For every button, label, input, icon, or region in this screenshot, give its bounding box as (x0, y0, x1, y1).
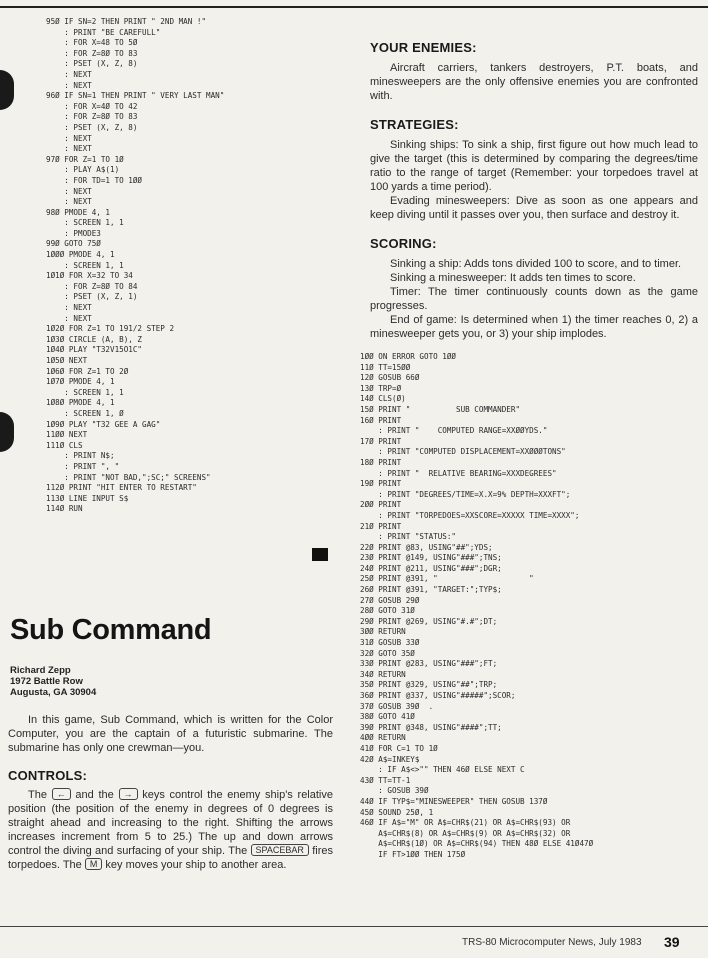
footer-rule (0, 926, 708, 927)
enemies-heading: YOUR ENEMIES: (370, 40, 477, 55)
strategies-paragraph: Sinking ships: To sink a ship, first figure out how much lead to give the target (this is determined by comparing the degrees/time ratio to the range of target (Remember: your torpedoes travel at 100 yards a time period). (370, 139, 698, 193)
article-title: Sub Command (10, 614, 212, 646)
controls-text: The (28, 789, 47, 801)
right-arrow-key-icon: → (119, 788, 138, 800)
scoring-paragraph: Sinking a ship: Adds tons divided 100 to score, and to timer. (390, 258, 682, 270)
author-city: Augusta, GA 30904 (10, 687, 97, 698)
controls-text: fires torpedoes. The (8, 845, 333, 871)
strategies-paragraph: Evading minesweepers: Dive as soon as one appears and keep diving until it passes over you, then surface and destroy it. (370, 195, 698, 221)
left-arrow-key-icon: ← (52, 788, 71, 800)
right-column-text (370, 40, 698, 341)
page-number: 39 (664, 934, 680, 950)
byline (10, 665, 96, 698)
scoring-heading: SCORING: (370, 236, 437, 251)
controls-text: and the (75, 789, 114, 801)
binder-hole (0, 70, 14, 110)
publication-footer: TRS-80 Microcomputer News, July 1983 (462, 937, 642, 948)
scoring-paragraph: End of game: Is determined when 1) the timer reaches 0, 2) a minesweeper gets you, or 3) your ship implodes. (370, 314, 698, 340)
enemies-text: Aircraft carriers, tankers destroyers, P.T. boats, and minesweepers are the only offensive enemies you are confronted with. (370, 62, 698, 102)
binder-hole (0, 412, 14, 452)
basic-code-listing-right: 1ØØ ON ERROR GOTO 1ØØ 11Ø TT=15ØØ 12Ø GOSUB 66Ø 13Ø TRP=Ø 14Ø CLS(Ø) 15Ø PRINT " SUB COMMANDER" 16Ø PRINT : PRINT " COMPUTED RANGE=XXØØYDS." 17Ø PRINT : PRINT "COMPUTED DISPLACEMENT=XXØØØTONS" 18Ø PRINT : PRINT " RELATIVE BEARING=XXXDEGREES" 19Ø PRINT : PRINT "DEGREES/TIME=X.X=9% DEPTH=XXXFT"; 2ØØ PRINT : PRINT "TORPEDOES=XXSCORE=XXXXX TIME=XXXX"; 21Ø PRINT : PRINT "STATUS:" 22Ø PRINT @83, USING"##";YDS; 23Ø PRINT @149, USING"###";TNS; 24Ø PRINT @211, USING"###";DGR; 25Ø PRINT @391, " " 26Ø PRINT @391, "TARGET:";TYP$; 27Ø GOSUB 29Ø 28Ø GOTO 31Ø 29Ø PRINT @269, USING"#.#";DT; 3ØØ RETURN 31Ø GOSUB 33Ø 32Ø GOTO 35Ø 33Ø PRINT @283, USING"###";FT; 34Ø RETURN 35Ø PRINT @329, USING"##";TRP; 36Ø PRINT @337, USING"#####";SCOR; 37Ø GOSUB 39Ø . 38Ø GOTO 41Ø 39Ø PRINT @348, USING"####";TT; 4ØØ RETURN 41Ø FOR C=1 TO 1Ø 42Ø A$=INKEY$ : IF A$<>"" THEN 46Ø ELSE NEXT C 43Ø TT=TT-1 : GOSUB 39Ø 44Ø IF TYP$="MINESWEEPER" THEN GOSUB 137Ø 45Ø SOUND 25Ø, 1 46Ø IF A$="M" OR A$=CHR$(21) OR A$=CHR$(93) OR A$=CHR$(8) OR A$=CHR$(9) OR A$=CHR$(32) OR A$=CHR$(1Ø) OR A$=CHR$(94) THEN 48Ø ELSE 41Ø47Ø IF FT>1ØØ THEN 175Ø (360, 352, 594, 859)
author-name: Richard Zepp (10, 665, 71, 676)
m-key-icon: M (85, 858, 103, 870)
spacebar-key-icon: SPACEBAR (251, 844, 309, 856)
top-rule (0, 6, 708, 8)
intro-paragraph: In this game, Sub Command, which is written for the Color Computer, you are the captain of a futuristic submarine. The submarine has only one crewman—you. (8, 714, 333, 754)
controls-heading: CONTROLS: (8, 768, 88, 783)
end-of-listing-mark (312, 548, 328, 561)
basic-code-listing-left: 95Ø IF SN=2 THEN PRINT " 2ND MAN !" : PRINT "BE CAREFULL" : FOR X=48 TO 5Ø : FOR Z=8Ø TO 83 : PSET (X, Z, 8) : NEXT : NEXT 96Ø IF SN=1 THEN PRINT " VERY LAST MAN" : FOR X=4Ø TO 42 : FOR Z=8Ø TO 83 : PSET (X, Z, 8) : NEXT : NEXT 97Ø FOR Z=1 TO 1Ø : PLAY A$(1) : FOR TD=1 TO 1ØØ : NEXT : NEXT 98Ø PMODE 4, 1 : SCREEN 1, 1 : PMODE3 99Ø GOTO 75Ø 1ØØØ PMODE 4, 1 : SCREEN 1, 1 1Ø1Ø FOR X=32 TO 34 : FOR Z=8Ø TO 84 : PSET (X, Z, 1) : NEXT : NEXT 1Ø2Ø FOR Z=1 TO 191/2 STEP 2 1Ø3Ø CIRCLE (A, B), Z 1Ø4Ø PLAY "T32V15O1C" 1Ø5Ø NEXT 1Ø6Ø FOR Z=1 TO 2Ø 1Ø7Ø PMODE 4, 1 : SCREEN 1, 1 1Ø8Ø PMODE 4, 1 : SCREEN 1, Ø 1Ø9Ø PLAY "T32 GEE A GAG" 11ØØ NEXT 111Ø CLS : PRINT N$; : PRINT ", " : PRINT "NOT BAD,";SC;" SCREENS" 112Ø PRINT "HIT ENTER TO RESTART" 113Ø LINE INPUT S$ 114Ø RUN (46, 17, 225, 514)
strategies-heading: STRATEGIES: (370, 117, 459, 132)
author-street: 1972 Battle Row (10, 676, 83, 687)
scoring-paragraph: Timer: The timer continuously counts down as the game progresses. (370, 286, 698, 312)
controls-paragraph (8, 788, 333, 872)
controls-text: keys control the enemy ship's relative position (the position of the enemy in degrees of 0 degrees is straight ahead and increasing to the right. Shifting the arrows increases increment from 5 to 25.) The up and down arrows control the diving and surfacing of your ship. The (8, 789, 333, 857)
scoring-paragraph: Sinking a minesweeper: It adds ten times to score. (390, 272, 636, 284)
controls-text: key moves your ship to another area. (105, 859, 287, 871)
